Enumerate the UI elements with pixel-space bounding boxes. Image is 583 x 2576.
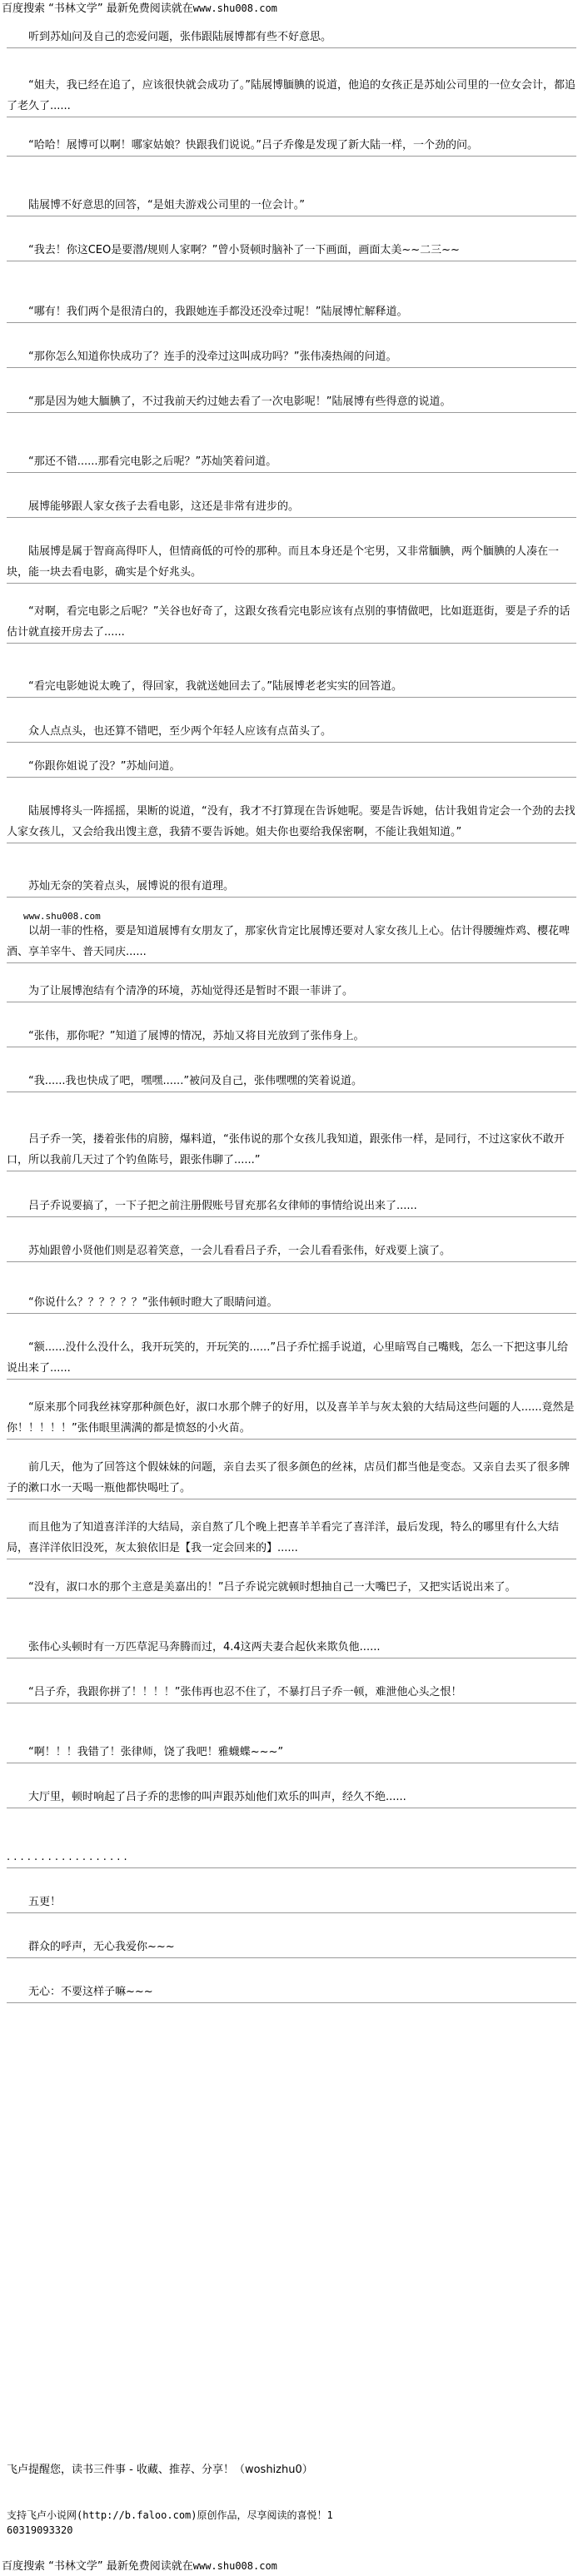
paragraph: 张伟心头顿时有一万匹草泥马奔腾而过，4.4这两夫妻合起伙来欺负他...... bbox=[7, 1637, 576, 1658]
paragraph: 陆展博将头一阵摇摇，果断的说道，“没有，我才不打算现在告诉她呢。要是告诉她，估计我姐肯定会一个劲的去找人家女孩儿，又会给我出馊主意，我猜不要告诉她。姐夫你也要给我保密啊，不能让我姐知道。” bbox=[7, 801, 576, 843]
paragraph: 无心：不要这样子嘛~~~ bbox=[7, 1982, 576, 2003]
footer-reminder: 飞卢提醒您，读书三件事 - 收藏、推荐、分享！（woshizhu0） bbox=[7, 2464, 313, 2476]
paragraph: 吕子乔说要搞了，一下子把之前注册假账号冒充那名女律师的事情给说出来了...... bbox=[7, 1196, 576, 1217]
paragraph: 而且他为了知道喜洋洋的大结局，亲自熬了几个晚上把喜羊羊看完了喜洋洋，最后发现，特么的哪里有什么大结局，喜洋洋依旧没死，灰太狼依旧是【我一定会回来的】...... bbox=[7, 1517, 576, 1559]
paragraph: 以胡一菲的性格，要是知道展博有女朋友了，那家伙肯定比展博还要对人家女孩儿上心。估计得腰缠炸鸡、樱花啤酒、享羊宰牛、普天同庆...... bbox=[7, 921, 576, 963]
paragraph: 陆展博不好意思的回答，“是姐夫游戏公司里的一位会计。” bbox=[7, 195, 576, 216]
paragraph: 听到苏灿问及自己的恋爱问题，张伟跟陆展博都有些不好意思。 bbox=[7, 27, 576, 48]
paragraph: “我......我也快成了吧，嘿嘿......”被问及自己，张伟嘿嘿的笑着说道。 bbox=[7, 1071, 576, 1092]
paragraph: “你说什么？？？？？？”张伟顿时瞪大了眼睛问道。 bbox=[7, 1292, 576, 1314]
banner-text: 百度搜索 “书林文学” 最新免费阅读就在 bbox=[2, 2, 193, 15]
paragraph: . . . . . . . . . . . . . . . . . . bbox=[7, 1847, 576, 1868]
paragraph: “哈哈！展博可以啊！哪家姑娘？快跟我们说说。”吕子乔像是发现了新大陆一样，一个劲的问。 bbox=[7, 135, 576, 157]
footer-id-line: 60319093320 bbox=[7, 2524, 73, 2536]
site-watermark-text: www.shu008.com bbox=[23, 911, 101, 922]
paragraph: 大厅里，顿时响起了吕子乔的悲惨的叫声跟苏灿他们欢乐的叫声，经久不绝...... bbox=[7, 1787, 576, 1808]
paragraph: “哪有！我们两个是很清白的，我跟她连手都没还没牵过呢！”陆展博忙解释道。 bbox=[7, 301, 576, 323]
paragraph: “对啊，看完电影之后呢？”关谷也好奇了，这跟女孩看完电影应该有点别的事情做吧，比如逛逛街，要是子乔的话估计就直接开房去了...... bbox=[7, 601, 576, 644]
footer-support-line: 支持飞卢小说网(http://b.faloo.com)原创作品，尽享阅读的喜悦！1 bbox=[7, 2509, 333, 2521]
banner-url: www.shu008.com bbox=[192, 2, 277, 14]
paragraph: “我去！你这CEO是要潜/规则人家啊？”曾小贤顿时脑补了一下画面，画面太美~~二三~~ bbox=[7, 240, 576, 261]
paragraph: “姐夫，我已经在追了，应该很快就会成功了。”陆展博腼腆的说道，他追的女孩正是苏灿公司里的一位女会计，都追了老久了...... bbox=[7, 75, 576, 117]
paragraph: “那还不错......那看完电影之后呢？”苏灿笑着问道。 bbox=[7, 451, 576, 473]
paragraph: “吕子乔，我跟你拼了！！！！”张伟再也忍不住了，不暴打吕子乔一顿，难泄他心头之恨！ bbox=[7, 1682, 576, 1703]
paragraph: 苏灿无奈的笑着点头，展博说的很有道理。 bbox=[7, 876, 576, 898]
bottom-banner-text: 百度搜索 “书林文学” 最新免费阅读就在 bbox=[2, 2560, 193, 2573]
paragraph: “啊！！！我错了！张律师，饶了我吧！雅蠛蝶~~~” bbox=[7, 1742, 576, 1763]
paragraph: “看完电影她说太晚了，得回家，我就送她回去了。”陆展博老老实实的回答道。 bbox=[7, 676, 576, 698]
paragraph: 五更！ bbox=[7, 1892, 576, 1913]
paragraph: “你跟你姐说了没？”苏灿问道。 bbox=[7, 756, 576, 778]
paragraph: 为了让展博泡结有个清净的环境，苏灿觉得还是暂时不跟一菲讲了。 bbox=[7, 981, 576, 1002]
paragraph: 众人点点头，也还算不错吧，至少两个年轻人应该有点苗头了。 bbox=[7, 721, 576, 743]
paragraph: 群众的呼声，无心我爱你~~~ bbox=[7, 1937, 576, 1958]
paragraph: 展博能够跟人家女孩子去看电影，这还是非常有进步的。 bbox=[7, 496, 576, 518]
bottom-banner-url: www.shu008.com bbox=[192, 2560, 277, 2572]
paragraph: “那是因为她大腼腆了，不过我前天约过她去看了一次电影呢！”陆展博有些得意的说道。 bbox=[7, 391, 576, 413]
paragraph: “张伟，那你呢？”知道了展博的情况，苏灿又将目光放到了张伟身上。 bbox=[7, 1026, 576, 1047]
paragraph: “原来那个同我丝袜穿那种颜色好，淑口水那个牌子的好用，以及喜羊羊与灰太狼的大结局这些问题的人......竟然是你！！！！！”张伟眼里满满的都是愤怒的小火苗。 bbox=[7, 1397, 576, 1440]
paragraph: 陆展博是属于智商高得吓人，但情商低的可怜的那种。而且本身还是个宅男，又非常腼腆，两个腼腆的人凑在一块，能一块去看电影，确实是个好兆头。 bbox=[7, 541, 576, 584]
paragraph: 苏灿跟曾小贤他们则是忍着笑意，一会儿看看吕子乔，一会儿看看张伟，好戏要上演了。 bbox=[7, 1241, 576, 1262]
bottom-banner bbox=[2, 2559, 277, 2574]
paragraph: 吕子乔一笑，搂着张伟的肩膀，爆料道，“张伟说的那个女孩儿我知道，跟张伟一样，是同行，不过这家伙不敢开口，所以我前几天过了个钓鱼陈号，跟张伟聊了......” bbox=[7, 1129, 576, 1171]
top-banner bbox=[2, 2, 277, 16]
paragraph: 前几天，他为了回答这个假妹妹的问题，亲自去买了很多颜色的丝袜，店员们都当他是变态。又亲自去买了很多牌子的漱口水一天喝一瓶他都快喝吐了。 bbox=[7, 1457, 576, 1499]
paragraph: “额......没什么没什么，我开玩笑的，开玩笑的......”吕子乔忙摇手说道，心里暗骂自己嘴贱，怎么一下把这事儿给说出来了...... bbox=[7, 1337, 576, 1380]
paragraph: “那你怎么知道你快成功了？连手的没牵过这叫成功吗？”张伟凑热闹的问道。 bbox=[7, 346, 576, 368]
paragraph: “没有，淑口水的那个主意是美嘉出的！”吕子乔说完就顿时想抽自己一大嘴巴子，又把实话说出来了。 bbox=[7, 1577, 576, 1599]
